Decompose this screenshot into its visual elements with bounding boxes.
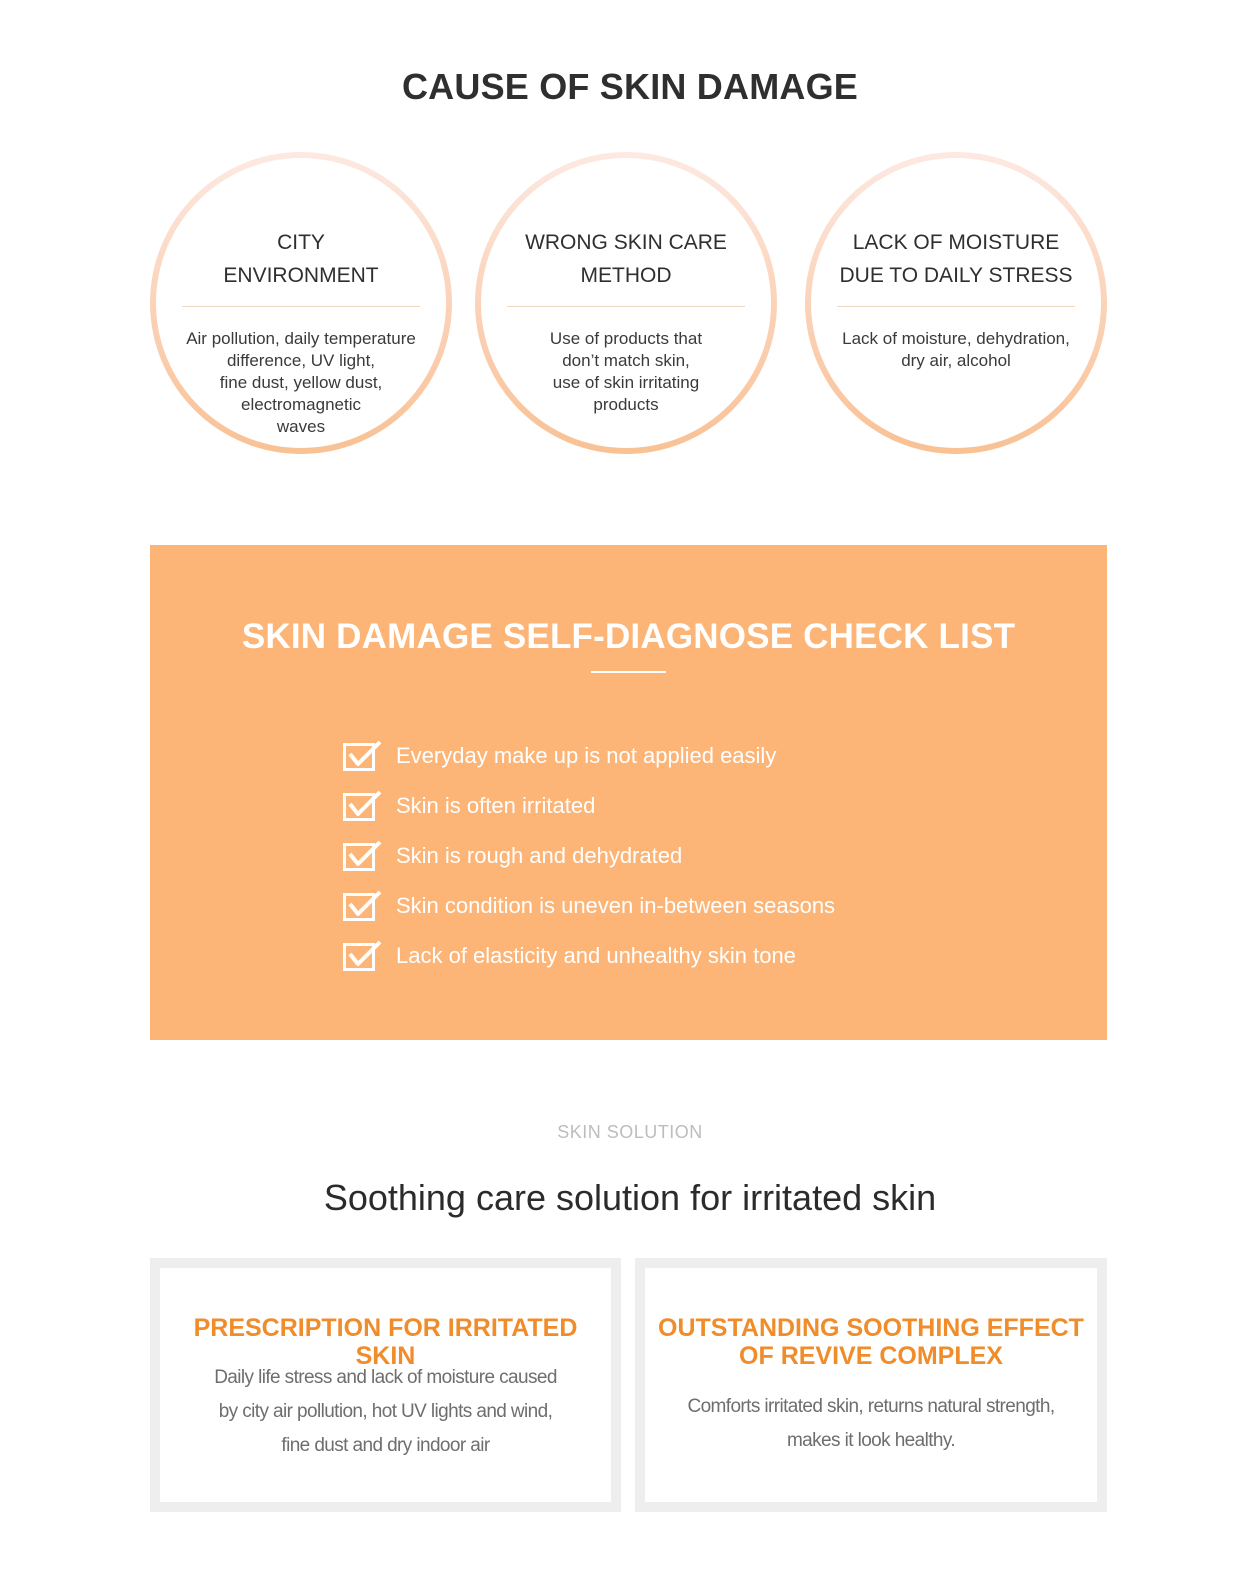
cause-description: Air pollution, daily temperature difference, UV light, fine dust, yellow dust, electromagnetic waves <box>186 329 416 436</box>
checkbox-checked-icon <box>343 940 383 972</box>
checklist-item-text: Lack of elasticity and unhealthy skin tone <box>396 943 796 968</box>
checklist-title: SKIN DAMAGE SELF-DIAGNOSE CHECK LIST <box>241 617 1016 656</box>
cause-divider <box>507 306 745 307</box>
cause-description: Lack of moisture, dehydration, dry air, alcohol <box>842 329 1070 370</box>
checklist-panel <box>150 545 1107 1040</box>
cause-divider <box>182 306 420 307</box>
cause-title: LACK OF MOISTURE DUE TO DAILY STRESS <box>839 231 1073 287</box>
solution-heading: Soothing care solution for irritated skin <box>323 1177 937 1218</box>
checklist-item <box>343 781 835 831</box>
checklist-item-text: Everyday make up is not applied easily <box>396 743 777 768</box>
checkbox-checked-icon <box>343 840 383 872</box>
cause-circle-lack-of-moisture <box>805 152 1107 454</box>
solution-card-body: Daily life stress and lack of moisture caused by city air pollution, hot UV lights and wind, fine dust and dry indoor air <box>214 1367 557 1456</box>
solution-card-soothing-effect <box>635 1258 1107 1512</box>
cause-title: WRONG SKIN CARE METHOD <box>525 231 727 287</box>
solution-card-title: OUTSTANDING SOOTHING EFFECT OF REVIVE COMPLEX <box>658 1314 1084 1370</box>
checklist-item <box>343 931 835 981</box>
checkbox-checked-icon <box>343 890 383 922</box>
checklist-item-text: Skin is often irritated <box>396 793 596 818</box>
checklist-item-text: Skin is rough and dehydrated <box>396 843 683 868</box>
checklist <box>343 731 835 981</box>
cause-circle-city-environment <box>150 152 452 454</box>
cause-circle-wrong-skin-care <box>475 152 777 454</box>
cause-section-title: CAUSE OF SKIN DAMAGE <box>401 66 859 107</box>
cause-title: CITY ENVIRONMENT <box>223 231 379 287</box>
cause-divider <box>837 306 1075 307</box>
cause-description: Use of products that don’t match skin, use of skin irritating products <box>549 329 703 414</box>
checklist-item <box>343 831 835 881</box>
checklist-item <box>343 731 835 781</box>
checklist-item <box>343 881 835 931</box>
checklist-item-text: Skin condition is uneven in-between seasons <box>396 893 836 918</box>
solution-eyebrow: SKIN SOLUTION <box>557 1122 703 1142</box>
solution-card-body: Comforts irritated skin, returns natural strength, makes it look healthy. <box>687 1396 1055 1451</box>
solution-card-prescription <box>150 1258 621 1512</box>
checkbox-checked-icon <box>343 790 383 822</box>
solution-card-title: PRESCRIPTION FOR IRRITATED SKIN <box>193 1314 578 1370</box>
checkbox-checked-icon <box>343 740 383 772</box>
checklist-title-underline <box>591 671 666 673</box>
